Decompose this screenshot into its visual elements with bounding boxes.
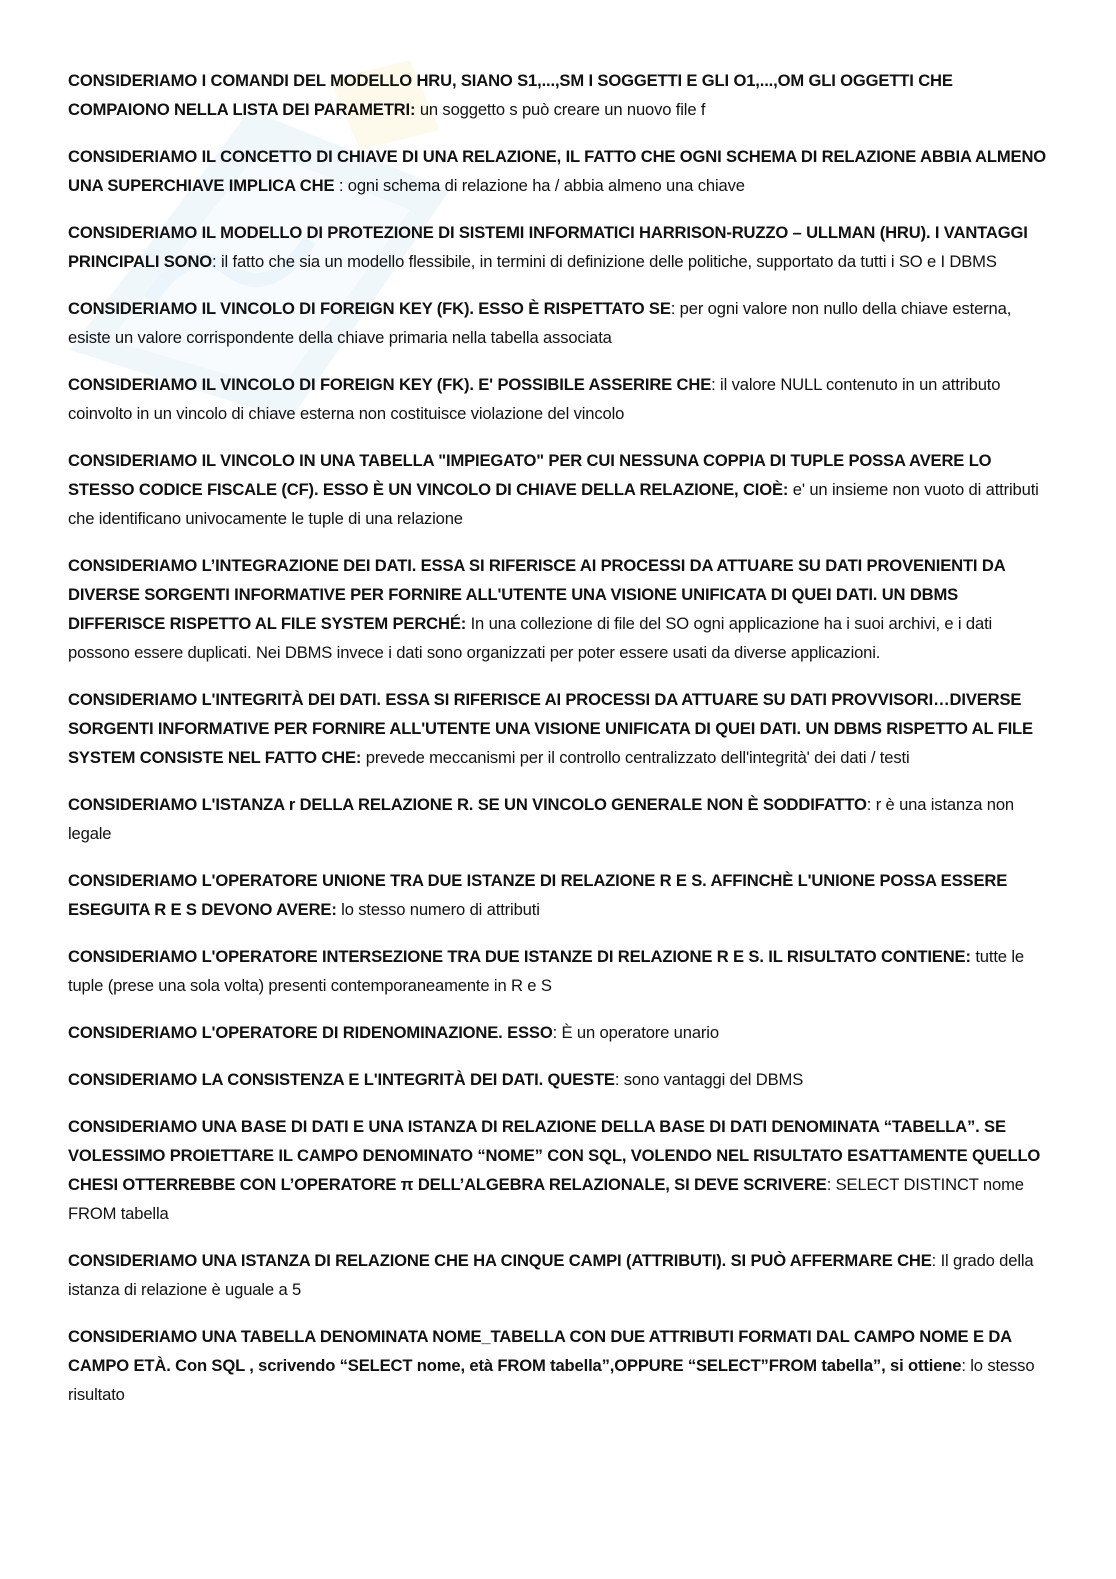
answer-text: : per ogni valore non nullo della chiave esterna, esiste un valore corrispondente della chiave primaria nella tabella associata	[68, 299, 1012, 347]
answer-text: : Il grado della istanza di relazione è uguale a 5	[68, 1251, 1034, 1299]
answer-text: : il valore NULL contenuto in un attributo coinvolto in un vincolo di chiave esterna non costituisce violazione del vincolo	[68, 375, 1001, 423]
qa-item-16	[68, 1322, 1048, 1409]
qa-item-14	[68, 1112, 1048, 1228]
qa-item-11	[68, 942, 1048, 1000]
question-text: CONSIDERIAMO IL VINCOLO DI FOREIGN KEY (FK). E' POSSIBILE ASSERIRE CHE	[68, 375, 712, 394]
question-text: CONSIDERIAMO L'OPERATORE INTERSEZIONE TRA DUE ISTANZE DI RELAZIONE R E S. IL RISULTATO CONTIENE:	[68, 947, 971, 966]
qa-item-5	[68, 370, 1048, 428]
qa-item-7	[68, 551, 1048, 667]
question-text: CONSIDERIAMO UNA ISTANZA DI RELAZIONE CHE HA CINQUE CAMPI (ATTRIBUTI). SI PUÒ AFFERMARE CHE	[68, 1251, 932, 1270]
qa-item-9	[68, 790, 1048, 848]
answer-text: un soggetto s può creare un nuovo file f	[415, 100, 706, 119]
answer-text: lo stesso numero di attributi	[336, 900, 540, 919]
question-text: CONSIDERIAMO UNA BASE DI DATI E UNA ISTANZA DI RELAZIONE DELLA BASE DI DATI DENOMINATA “TABELLA”. SE VOLESSIMO PROIETTARE IL CAMPO DENOMINATO “NOME” CON SQL, VOLENDO NEL RISULTATO ESATTAMENTE QUELLO CHESI OTTERREBBE CON L’OPERATORE π DELL’ALGEBRA RELAZIONALE, SI DEVE SCRIVERE	[68, 1117, 1041, 1194]
question-text: CONSIDERIAMO IL CONCETTO DI CHIAVE DI UNA RELAZIONE, IL FATTO CHE OGNI SCHEMA DI RELAZIONE ABBIA ALMENO UNA SUPERCHIAVE IMPLICA CHE	[68, 147, 1047, 195]
qa-item-6	[68, 446, 1048, 533]
answer-text: prevede meccanismi per il controllo centralizzato dell'integrità' dei dati / testi	[361, 748, 910, 767]
question-text: CONSIDERIAMO L’INTEGRAZIONE DEI DATI. ESSA SI RIFERISCE AI PROCESSI DA ATTUARE SU DATI PROVENIENTI DA DIVERSE SORGENTI INFORMATIVE PER FORNIRE ALL'UTENTE UNA VISIONE UNIFICATA DI QUEI DATI. UN DBMS DIFFERISCE RISPETTO AL FILE SYSTEM PERCHÉ:	[68, 556, 1005, 633]
qa-item-15	[68, 1246, 1048, 1304]
question-text: CONSIDERIAMO L'OPERATORE DI RIDENOMINAZIONE. ESSO	[68, 1023, 553, 1042]
document-page	[68, 66, 1048, 1427]
question-text: CONSIDERIAMO IL VINCOLO DI FOREIGN KEY (FK). ESSO È RISPETTATO SE	[68, 299, 671, 318]
question-text: CONSIDERIAMO IL MODELLO DI PROTEZIONE DI SISTEMI INFORMATICI HARRISON-RUZZO – ULLMAN (HRU). I VANTAGGI PRINCIPALI SONO	[68, 223, 1028, 271]
question-text: CONSIDERIAMO I COMANDI DEL MODELLO HRU, SIANO S1,...,SM I SOGGETTI E GLI O1,...,OM GLI OGGETTI CHE COMPAIONO NELLA LISTA DEI PARAMETRI:	[68, 71, 953, 119]
question-text: CONSIDERIAMO L'ISTANZA r DELLA RELAZIONE R. SE UN VINCOLO GENERALE NON È SODDIFATTO	[68, 795, 867, 814]
answer-text: : r è una istanza non legale	[68, 795, 1014, 843]
question-text: CONSIDERIAMO L'INTEGRITÀ DEI DATI. ESSA SI RIFERISCE AI PROCESSI DA ATTUARE SU DATI PROVVISORI…DIVERSE SORGENTI INFORMATIVE PER FORNIRE ALL'UTENTE UNA VISIONE UNIFICATA DI QUEI DATI. UN DBMS RISPETTO AL FILE SYSTEM CONSISTE NEL FATTO CHE:	[68, 690, 1033, 767]
question-text: CONSIDERIAMO IL VINCOLO IN UNA TABELLA "IMPIEGATO" PER CUI NESSUNA COPPIA DI TUPLE POSSA AVERE LO STESSO CODICE FISCALE (CF). ESSO È UN VINCOLO DI CHIAVE DELLA RELAZIONE, CIOÈ:	[68, 451, 992, 499]
question-text: CONSIDERIAMO LA CONSISTENZA E L'INTEGRITÀ DEI DATI. QUESTE	[68, 1070, 615, 1089]
qa-item-2	[68, 142, 1048, 200]
answer-text: : È un operatore unario	[552, 1023, 719, 1042]
answer-text: : il fatto che sia un modello flessibile, in termini di definizione delle politiche, supportato da tutti i SO e I DBMS	[212, 252, 997, 271]
qa-item-1	[68, 66, 1048, 124]
answer-text: : SELECT DISTINCT nome FROM tabella	[68, 1175, 1024, 1223]
qa-item-13	[68, 1065, 1048, 1094]
question-text: CONSIDERIAMO L'OPERATORE UNIONE TRA DUE ISTANZE DI RELAZIONE R E S. AFFINCHÈ L'UNIONE POSSA ESSERE ESEGUITA R E S DEVONO AVERE:	[68, 871, 1008, 919]
qa-item-8	[68, 685, 1048, 772]
answer-text: In una collezione di file del SO ogni applicazione ha i suoi archivi, e i dati possono essere duplicati. Nei DBMS invece i dati sono organizzati per poter essere usati da diverse applicazioni.	[68, 614, 993, 662]
question-text: CONSIDERIAMO UNA TABELLA DENOMINATA NOME_TABELLA CON DUE ATTRIBUTI FORMATI DAL CAMPO NOME E DA CAMPO ETÀ. Con SQL , scrivendo “SELECT nome, età FROM tabella”,OPPURE “SELECT”FROM tabella”, si ottiene	[68, 1327, 1012, 1375]
qa-item-4	[68, 294, 1048, 352]
answer-text: tutte le tuple (prese una sola volta) presenti contemporaneamente in R e S	[68, 947, 1024, 995]
answer-text: : lo stesso risultato	[68, 1356, 1035, 1404]
answer-text: e' un insieme non vuoto di attributi che identificano univocamente le tuple di una relazione	[68, 480, 1039, 528]
qa-item-3	[68, 218, 1048, 276]
qa-item-10	[68, 866, 1048, 924]
qa-item-12	[68, 1018, 1048, 1047]
answer-text: : sono vantaggi del DBMS	[614, 1070, 804, 1089]
answer-text: : ogni schema di relazione ha / abbia almeno una chiave	[334, 176, 745, 195]
